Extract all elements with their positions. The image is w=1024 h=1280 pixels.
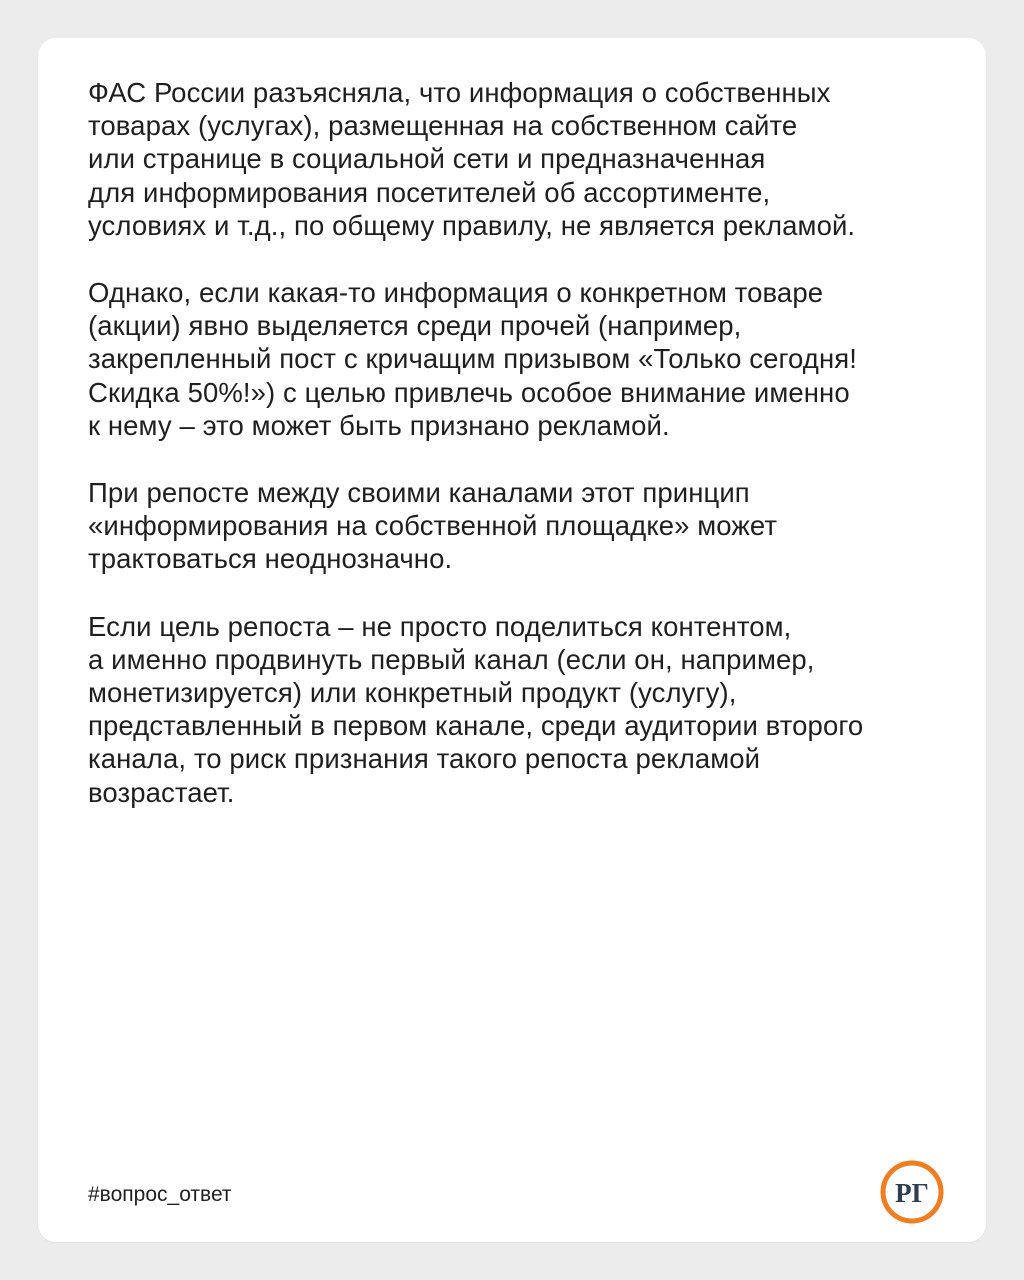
svg-text:РГ: РГ [895,1178,929,1208]
paragraph-line: возрастает. [88,776,235,808]
paragraph-line: закрепленный пост с кричащим призывом «Только сегодня! [88,343,857,375]
paragraph-line: (акции) явно выделяется среди прочей (например, [88,310,742,342]
rg-logo-icon [880,1160,944,1224]
paragraph-line: для информирования посетителей об ассортименте, [88,176,771,208]
paragraph-line: представленный в первом канале, среди аудитории второго [88,710,864,742]
paragraph-4 [88,610,978,809]
paragraph-2 [88,276,978,442]
paragraph-line: а именно продвинуть первый канал (если он, например, [88,643,815,675]
paragraph-line: При репосте между своими каналами этот принцип [88,477,750,509]
paragraph-3 [88,476,978,576]
paragraph-line: Однако, если какая-то информация о конкретном товаре [88,277,824,309]
paragraph-line: ФАС России разъясняла, что информация о собственных [88,77,831,108]
paragraph-line: или странице в социальной сети и предназначенная [88,143,766,175]
paragraph-line: Если цель репоста – не просто поделиться контентом, [88,610,792,642]
paragraph-line: трактоваться неоднозначно. [88,543,453,575]
article-body [88,76,978,843]
paragraph-line: монетизируется) или конкретный продукт (услугу), [88,677,737,709]
paragraph-line: Скидка 50%!») с целью привлечь особое внимание именно [88,376,850,408]
paragraph-line: условиях и т.д., по общему правилу, не является рекламой. [88,209,856,241]
paragraph-line: канала, то риск признания такого репоста рекламой [88,743,761,775]
rg-logo [880,1160,944,1224]
paragraph-line: «информирования на собственной площадке» может [88,510,778,542]
paragraph-1 [88,76,978,242]
paragraph-line: товарах (услугах), размещенная на собственном сайте [88,110,798,142]
content-card [38,38,986,1242]
paragraph-line: к нему – это может быть признано рекламой. [88,409,670,441]
hashtag-label: #вопрос_ответ [88,1183,232,1206]
